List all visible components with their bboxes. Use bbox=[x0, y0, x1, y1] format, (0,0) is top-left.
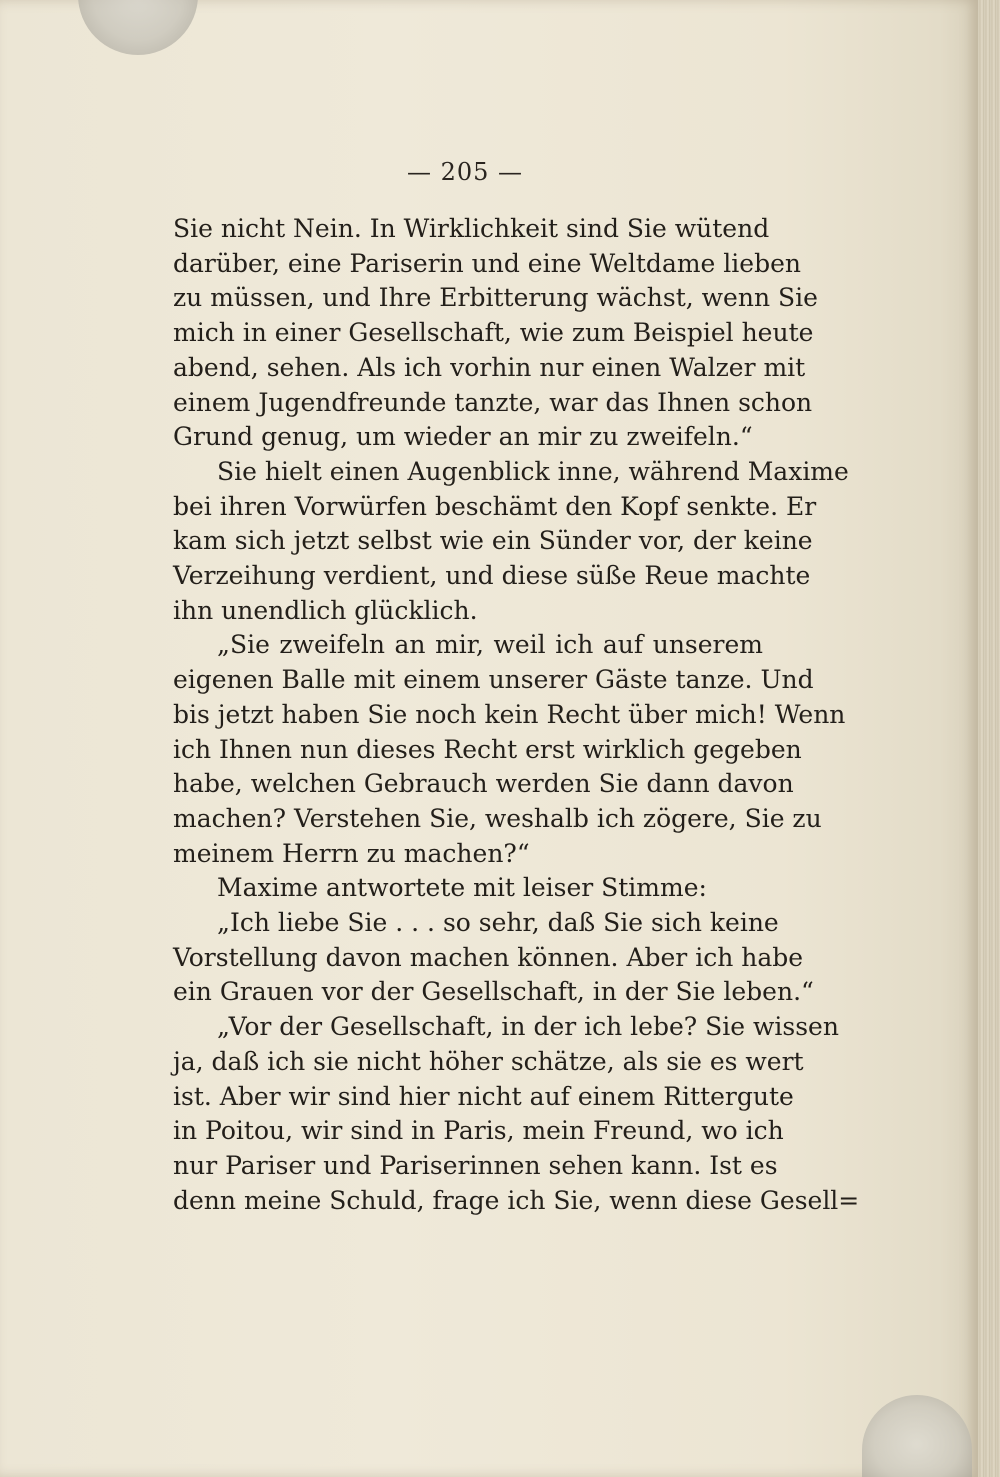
page-number: — 205 — bbox=[406, 158, 524, 186]
paper-clip-bottom bbox=[862, 1395, 972, 1477]
text-line: „Sie zweifeln an mir, weil ich auf unserem bbox=[217, 630, 763, 660]
text-line: Sie nicht Nein. In Wirklichkeit sind Sie wütend bbox=[173, 214, 770, 243]
text-line: abend, sehen. Als ich vorhin nur einen Walzer mit bbox=[173, 352, 806, 382]
text-line: eigenen Balle mit einem unserer Gäste tanze. Und bbox=[173, 665, 814, 695]
text-line: machen? Verstehen Sie, weshalb ich zögere, Sie zu bbox=[173, 803, 822, 833]
text-line: ein Grauen vor der Gesellschaft, in der Sie leben.“ bbox=[173, 977, 814, 1007]
text-line: Vorstellung davon machen können. Aber ich habe bbox=[173, 942, 804, 972]
text-line: meinem Herrn zu machen?“ bbox=[173, 838, 530, 868]
paper-clip-top bbox=[78, 0, 198, 55]
text-line: habe, welchen Gebrauch werden Sie dann davon bbox=[173, 769, 794, 799]
text-line: Sie hielt einen Augenblick inne, während Maxime bbox=[217, 456, 849, 486]
text-line: bis jetzt haben Sie noch kein Recht über mich! Wenn bbox=[173, 699, 846, 729]
text-line: ihn unendlich glücklich. bbox=[173, 595, 478, 625]
text-line: mich in einer Gesellschaft, wie zum Beispiel heute bbox=[173, 318, 814, 348]
page-edges bbox=[978, 0, 1000, 1477]
text-line: ja, daß ich sie nicht höher schätze, als sie es wert bbox=[173, 1046, 804, 1076]
text-line: „Ich liebe Sie . . . so sehr, daß Sie sich keine bbox=[217, 908, 779, 938]
text-line: nur Pariser und Pariserinnen sehen kann. Ist es bbox=[173, 1150, 778, 1180]
text-line: zu müssen, und Ihre Erbitterung wächst, wenn Sie bbox=[173, 283, 818, 313]
text-line: ist. Aber wir sind hier nicht auf einem Rittergute bbox=[173, 1081, 794, 1111]
text-line: in Poitou, wir sind in Paris, mein Freund, wo ich bbox=[173, 1116, 784, 1146]
text-line: denn meine Schuld, frage ich Sie, wenn diese Gesell= bbox=[173, 1185, 860, 1215]
text-line: Grund genug, um wieder an mir zu zweifeln.“ bbox=[173, 422, 753, 452]
text-line: kam sich jetzt selbst wie ein Sünder vor, der keine bbox=[173, 526, 813, 556]
body-text bbox=[173, 212, 860, 1218]
text-line: ich Ihnen nun dieses Recht erst wirklich gegeben bbox=[173, 734, 802, 764]
text-line: bei ihren Vorwürfen beschämt den Kopf senkte. Er bbox=[173, 491, 817, 521]
text-line: Maxime antwortete mit leiser Stimme: bbox=[217, 873, 707, 903]
text-line: einem Jugendfreunde tanzte, war das Ihnen schon bbox=[173, 387, 813, 417]
text-line: Verzeihung verdient, und diese süße Reue machte bbox=[173, 561, 811, 591]
text-line: darüber, eine Pariserin und eine Weltdame lieben bbox=[173, 248, 801, 278]
text-line: „Vor der Gesellschaft, in der ich lebe? Sie wissen bbox=[217, 1012, 839, 1042]
